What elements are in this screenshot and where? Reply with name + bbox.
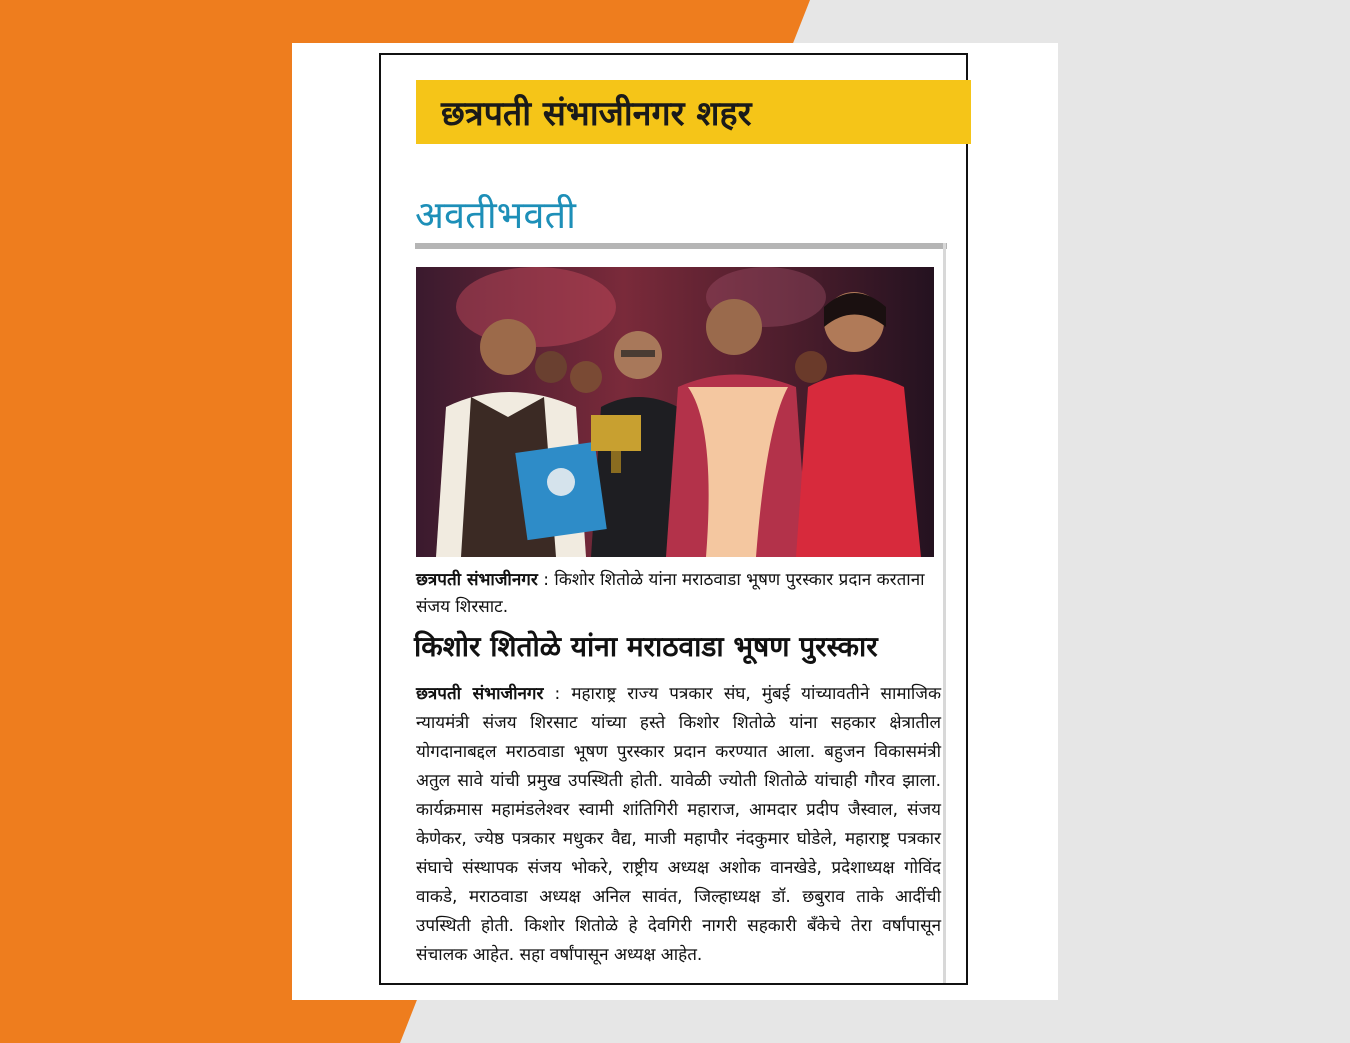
- newspaper-clipping: [379, 53, 968, 985]
- article-text: : महाराष्ट्र राज्य पत्रकार संघ, मुंबई यांच्यावतीने सामाजिक न्यायमंत्री संजय शिरसाट यांच्या हस्ते किशोर शितोळे यांना सहकार क्षेत्रातील योगदानाबद्दल मराठवाडा भूषण पुरस्कार प्रदान करण्यात आला. बहुजन विकासमंत्री अतुल सावे यांची प्रमुख उपस्थिती होती. यावेळी ज्योती शितोळे यांचाही गौरव झाला. कार्यक्रमास महामंडलेश्वर स्वामी शांतिगिरी महाराज, आमदार प्रदीप जैस्वाल, संजय केणेकर, ज्येष्ठ पत्रकार मधुकर वैद्य, माजी महापौर नंदकुमार घोडेले, महाराष्ट्र पत्रकार संघाचे संस्थापक संजय भोकरे, राष्ट्रीय अध्यक्ष अशोक वानखेडे, प्रदेशाध्यक्ष गोविंद वाकडे, मराठवाडा अध्यक्ष अनिल सावंत, जिल्हाध्यक्ष डॉ. छबुराव ताके आदींची उपस्थिती होती. किशोर शितोळे हे देवगिरी नागरी सहकारी बँकेचे तेरा वर्षांपासून संचालक आहेत. सहा वर्षांपासून अध्यक्ष आहेत.: [416, 684, 941, 965]
- column-title: अवतीभवती: [415, 193, 577, 237]
- article-dateline: छत्रपती संभाजीनगर: [416, 684, 544, 704]
- column-rule: [415, 243, 947, 249]
- article-body: [416, 680, 941, 970]
- caption-text: : किशोर शितोळे यांना मराठवाडा भूषण पुरस्कार प्रदान करताना संजय शिरसाट.: [416, 570, 925, 617]
- photo-caption: [416, 567, 941, 621]
- caption-dateline: छत्रपती संभाजीनगर: [416, 570, 538, 590]
- photo-illustration: [416, 267, 934, 557]
- section-label: छत्रपती संभाजीनगर शहर: [441, 94, 752, 134]
- section-header-bar: [416, 80, 971, 144]
- award-ceremony-photo: [416, 267, 934, 557]
- article-headline: किशोर शितोळे यांना मराठवाडा भूषण पुरस्कार: [414, 630, 878, 663]
- column-rule-vertical: [943, 243, 946, 983]
